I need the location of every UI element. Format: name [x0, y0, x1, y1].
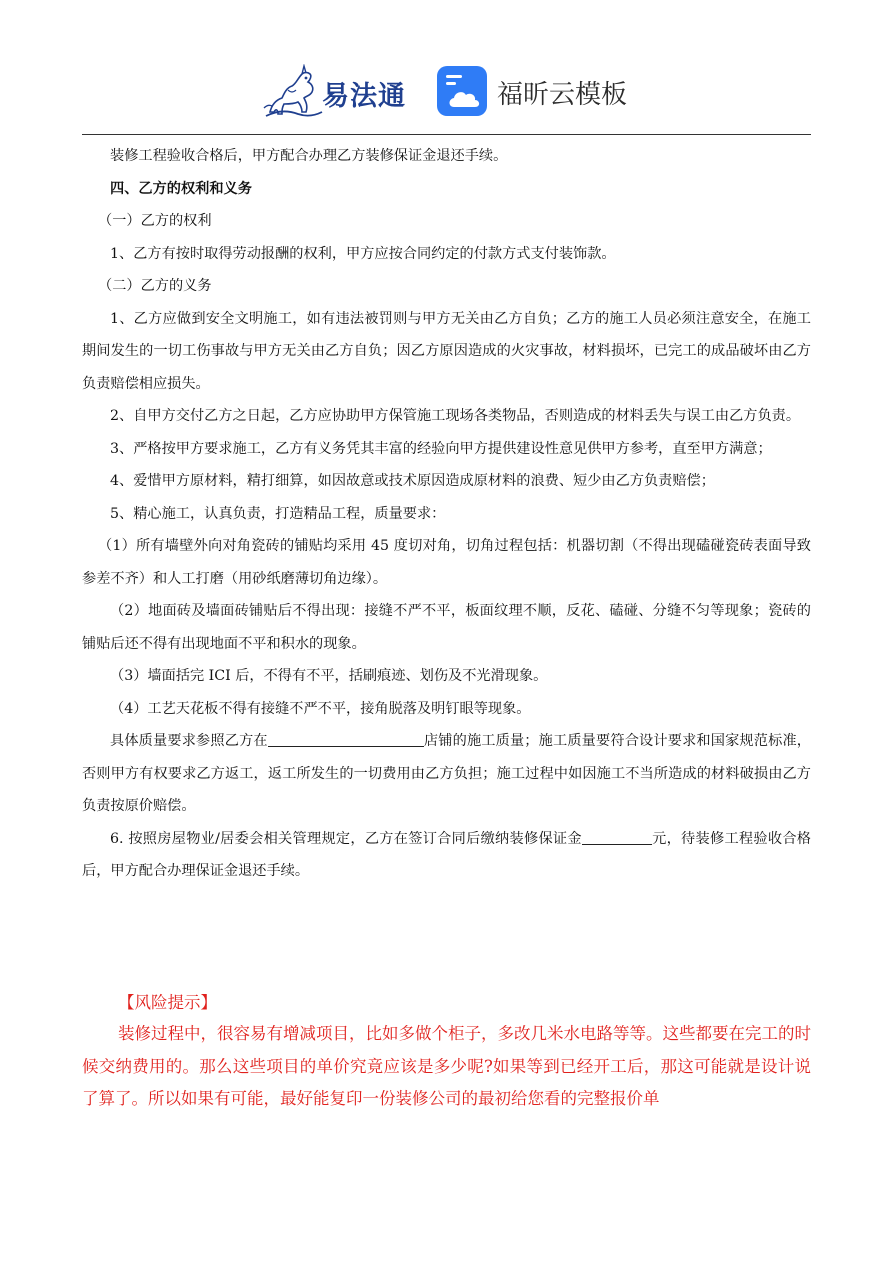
risk-body: 装修过程中，很容易有增减项目，比如多做个柜子，多改几米水电路等等。这些都要在完工的时候交纳费用的。那么这些项目的单价究竟应该是多少呢?如果等到已经开工后，那这可能就是设计说了算了。所以如果有可能，最好能复印一份装修公司的最初给您看的完整报价单	[82, 1024, 811, 1108]
subsection-heading: （二）乙方的义务	[98, 278, 212, 294]
paragraph: （4）工艺天花板不得有接缝不严不平，接角脱落及明钉眼等现象。	[110, 700, 531, 717]
page-header	[0, 58, 893, 122]
logo2-name: 福昕云模板	[497, 80, 628, 110]
deposit-text-before: 6. 按照房屋物业/居委会相关管理规定，乙方在签订合同后缴纳装修保证金	[110, 830, 582, 847]
paragraph: 1、乙方应做到安全文明施工，如有违法被罚则与甲方无关由乙方自负；乙方的施工人员必须注意安全，在施工期间发生的一切工伤事故与甲方无关由乙方自负；因乙方原因造成的火灾事故，材料损坏，已完工的成品破坏由乙方负责赔偿相应损失。	[82, 310, 811, 392]
quality-text-after: 店铺的施工质量；施工质量要符合设计要求和国家规范标准，否则甲方有权要求乙方返工，返工所发生的一切费用由乙方负担；施工过程中如因施工不当所造成的材料破损由乙方负责按原价赔偿。	[82, 733, 811, 814]
risk-notice	[82, 988, 811, 1116]
risk-title: 【风险提示】	[118, 993, 217, 1012]
cloud-document-icon	[436, 65, 488, 117]
paragraph: 3、严格按甲方要求施工，乙方有义务凭其丰富的经验向甲方提供建设性意见供甲方参考，直至甲方满意；	[110, 440, 772, 457]
paragraph: （3）墙面括完 ICI 后，不得有不平，括刷痕迹、划伤及不光滑现象。	[110, 668, 548, 684]
document-body	[82, 140, 811, 888]
qilin-horse-icon	[262, 64, 324, 120]
quality-paragraph	[82, 725, 811, 823]
deposit-paragraph	[82, 823, 811, 888]
quality-text-before: 具体质量要求参照乙方在	[110, 733, 268, 749]
deposit-text-after: 元，待装修工程验收合格后，甲方配合办理保证金退还手续。	[82, 830, 811, 879]
logo1-name: 易法通	[322, 81, 406, 112]
paragraph: 5、精心施工，认真负责，打造精品工程，质量要求：	[110, 505, 446, 522]
section-heading: 四、乙方的权利和义务	[110, 180, 252, 197]
yifatong-logo	[262, 64, 412, 120]
subsection-heading: （一）乙方的权利	[98, 213, 212, 229]
header-divider	[82, 134, 811, 135]
paragraph: 装修工程验收合格后，甲方配合办理乙方装修保证金退还手续。	[110, 148, 508, 164]
shop-name-blank[interactable]	[268, 732, 424, 747]
paragraph: （1）所有墙壁外向对角瓷砖的铺贴均采用 45 度切对角，切角过程包括：机器切割（不得出现磕碰瓷砖表面导致参差不齐）和人工打磨（用砂纸磨薄切角边缘）。	[82, 538, 811, 587]
paragraph: 4、爱惜甲方原材料，精打细算，如因故意或技术原因造成原材料的浪费、短少由乙方负责赔偿；	[110, 473, 715, 489]
deposit-amount-blank[interactable]	[582, 830, 652, 845]
paragraph: （2）地面砖及墙面砖铺贴后不得出现：接缝不严不平，板面纹理不顺，反花、磕碰、分缝不匀等现象；瓷砖的铺贴后还不得有出现地面不平和积水的现象。	[82, 603, 811, 652]
paragraph: 1、乙方有按时取得劳动报酬的权利，甲方应按合同约定的付款方式支付装饰款。	[110, 245, 616, 262]
paragraph: 2、自甲方交付乙方之日起，乙方应协助甲方保管施工现场各类物品，否则造成的材料丢失与误工由乙方负责。	[110, 408, 801, 424]
